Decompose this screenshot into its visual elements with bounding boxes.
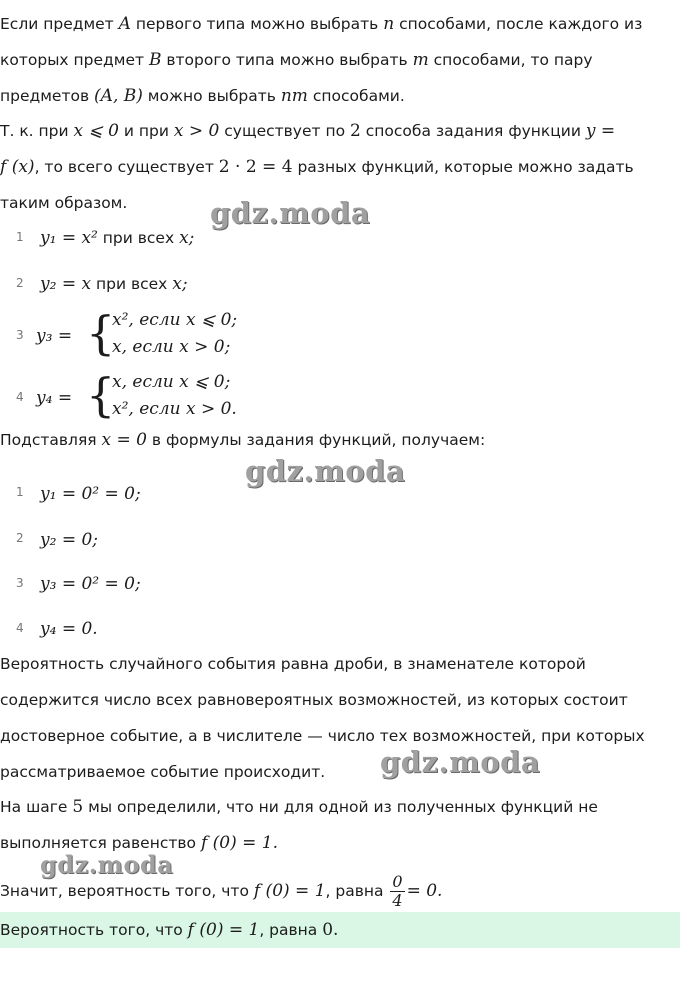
fraction-numerator: 0 (392, 872, 403, 891)
list-number: 4 (16, 621, 24, 635)
list-number: 2 (16, 531, 24, 545)
intro-line-1 (0, 6, 680, 42)
text: и при (118, 122, 174, 140)
watermark-logo: gdz.moda (380, 745, 541, 779)
list-number: 4 (16, 390, 24, 404)
math: 0. (322, 920, 339, 940)
value-1: y₁ = 0² = 0; (40, 484, 141, 504)
math: = 0. (406, 881, 443, 901)
list-number: 1 (16, 485, 24, 499)
math: f (x) (0, 157, 35, 177)
probability-line-2: содержится число всех равновероятных возможностей, из которых состоит (0, 691, 628, 709)
text: способами, после каждого из (394, 15, 643, 33)
function-4-lhs: y₄ = (36, 388, 73, 408)
intro-line-2 (0, 42, 680, 78)
text: выполняется равенство (0, 834, 201, 852)
math: nm (280, 86, 308, 106)
list-number: 3 (16, 328, 24, 342)
math: y₁ = x² (40, 228, 98, 248)
math: n (383, 14, 395, 34)
text: способами, то пару (428, 51, 593, 69)
list-number: 2 (16, 276, 24, 290)
tk-line-1 (0, 113, 680, 149)
value-4: y₄ = 0. (40, 619, 98, 639)
function-3-lhs: y₃ = (36, 326, 73, 346)
text: Значит, вероятность того, что (0, 882, 254, 900)
math: y₂ = x (40, 274, 92, 294)
value-2: y₂ = 0; (40, 530, 99, 550)
brace-icon: { (86, 306, 116, 360)
answer-line (0, 912, 680, 948)
math: m (412, 50, 429, 70)
function-1 (40, 220, 194, 256)
math: (A, B) (94, 86, 143, 106)
text: в формулы задания функций, получаем: (147, 431, 486, 449)
text: На шаге (0, 798, 73, 816)
brace-icon: { (86, 368, 116, 422)
math: A (118, 14, 131, 34)
math: x; (172, 274, 188, 294)
text: Т. к. при (0, 122, 74, 140)
math: 2 · 2 = 4 (218, 157, 293, 177)
math: x > 0 (173, 121, 220, 141)
math: 5 (72, 797, 84, 817)
watermark-logo: gdz.moda (210, 196, 371, 230)
text: , равна (325, 882, 389, 900)
math: x ⩽ 0 (73, 121, 119, 141)
math: f (0) = 1. (200, 833, 278, 853)
text: первого типа можно выбрать (130, 15, 384, 33)
text: способа задания функции (360, 122, 586, 140)
math: x; (179, 228, 195, 248)
value-3: y₃ = 0² = 0; (40, 574, 141, 594)
watermark-logo: gdz.moda (40, 850, 174, 879)
text: при всех (91, 275, 173, 293)
text: Если предмет (0, 15, 119, 33)
math: f (0) = 1 (253, 881, 326, 901)
function-2 (40, 266, 188, 302)
text: существует по (219, 122, 351, 140)
text: Вероятность того, что (0, 921, 188, 939)
text: можно выбрать (142, 87, 281, 105)
text: способами. (307, 87, 405, 105)
text: которых предмет (0, 51, 149, 69)
tk-line-3: таким образом. (0, 194, 128, 212)
text: мы определили, что ни для одной из полученных функций не (83, 798, 598, 816)
probability-line-1: Вероятность случайного события равна дроби, в знаменателе которой (0, 655, 586, 673)
function-3-case-2: x, если x > 0; (112, 337, 231, 357)
function-4-case-1: x, если x ⩽ 0; (112, 372, 231, 392)
math: B (148, 50, 162, 70)
intro-line-3 (0, 78, 680, 114)
tk-line-2 (0, 149, 680, 185)
text: при всех (97, 229, 180, 247)
text: второго типа можно выбрать (161, 51, 413, 69)
list-number: 3 (16, 576, 24, 590)
watermark-logo: gdz.moda (245, 454, 406, 488)
function-3-case-1: x², если x ⩽ 0; (112, 310, 238, 330)
probability-line-4: рассматриваемое событие происходит. (0, 763, 326, 781)
fraction-denominator: 4 (392, 891, 403, 910)
text: Подставляя (0, 431, 102, 449)
list-number: 1 (16, 230, 24, 244)
substitution-line (0, 422, 680, 458)
function-4-case-2: x², если x > 0. (112, 399, 237, 419)
math: y = (585, 121, 616, 141)
text: , равна (259, 921, 323, 939)
step-line-1 (0, 789, 680, 825)
text: , то всего существует (34, 158, 219, 176)
math: x = 0 (101, 430, 147, 450)
text: разных функций, которые можно задать (292, 158, 634, 176)
math: f (0) = 1 (187, 920, 260, 940)
text: предметов (0, 87, 95, 105)
fraction (390, 873, 404, 910)
probability-line-3: достоверное событие, а в числителе — число тех возможностей, при которых (0, 727, 645, 745)
math: 2 (350, 121, 361, 141)
